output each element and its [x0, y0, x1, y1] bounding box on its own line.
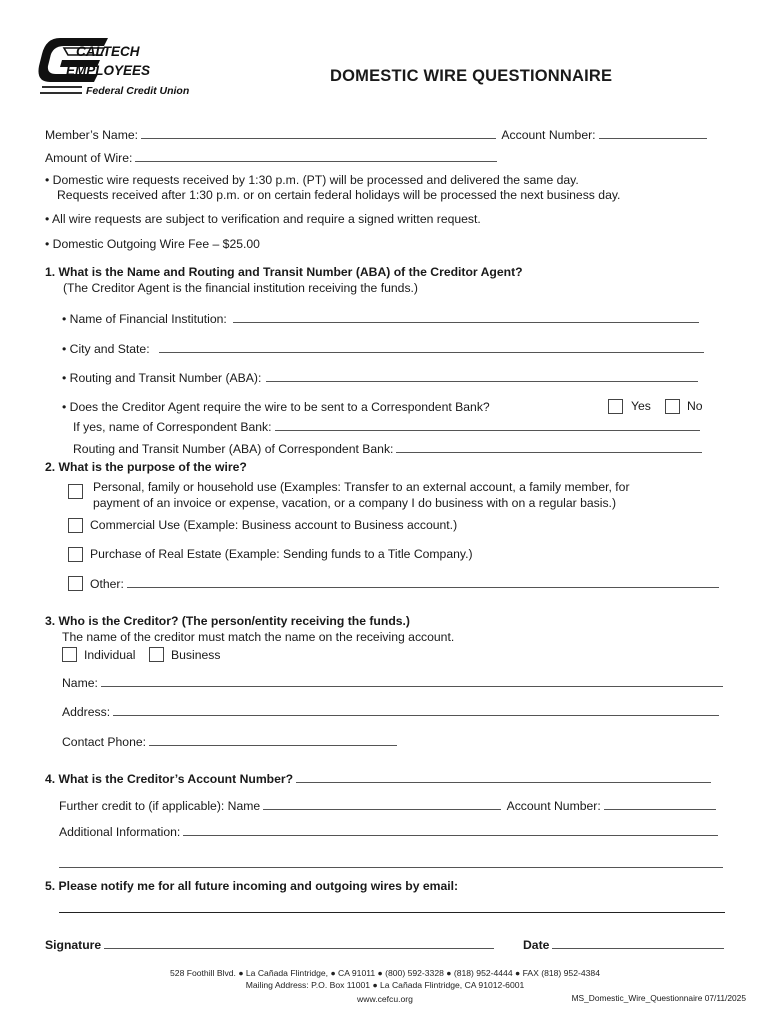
commercial-use-label: Commercial Use (Example: Business account to Business account.) [90, 518, 458, 532]
bullet-processing: • Domestic wire requests received by 1:30 p.m. (PT) will be processed and delivered the same day. [45, 173, 579, 187]
q3-title: 3. Who is the Creditor? (The person/entity receiving the funds.) [45, 614, 410, 628]
email-field[interactable] [59, 912, 725, 913]
individual-checkbox[interactable] [62, 647, 77, 662]
creditor-address-field[interactable] [113, 704, 719, 716]
form-id: MS_Domestic_Wire_Questionnaire 07/11/2025 [571, 993, 746, 1003]
date-field[interactable] [552, 937, 724, 949]
yes-checkbox[interactable] [608, 399, 623, 414]
date-row [523, 937, 724, 952]
further-credit-name-field[interactable] [263, 798, 501, 810]
additional-info-row [59, 824, 718, 839]
creditor-address-label: Address: [62, 705, 111, 719]
routing-label: • Routing and Transit Number (ABA): [62, 371, 262, 385]
q3-subtitle: The name of the creditor must match the name on the receiving account. [62, 630, 455, 644]
corr-name-row [73, 419, 700, 434]
q5-title: 5. Please notify me for all future incoming and outgoing wires by email: [45, 879, 459, 893]
commercial-use-checkbox[interactable] [68, 518, 83, 533]
corr-name-field[interactable] [275, 419, 700, 431]
further-account-field[interactable] [604, 798, 716, 810]
business-label: Business [171, 648, 221, 662]
creditor-name-field[interactable] [101, 675, 723, 687]
amount-field[interactable] [135, 150, 497, 162]
page-title: DOMESTIC WIRE QUESTIONNAIRE [330, 67, 613, 85]
bullet-verification: • All wire requests are subject to verification and require a signed written request. [45, 212, 481, 226]
fi-name-field[interactable] [233, 311, 699, 323]
personal-use-label-cont: payment of an invoice or expense, vacation, or a company I do business with on a regular basis.) [93, 496, 616, 510]
q4-row [45, 771, 711, 786]
business-checkbox[interactable] [149, 647, 164, 662]
further-credit-row [59, 798, 716, 813]
footer-website[interactable]: www.cefcu.org [357, 994, 413, 1004]
correspondent-question: • Does the Creditor Agent require the wire to be sent to a Correspondent Bank? [62, 400, 490, 414]
additional-info-field[interactable] [183, 824, 718, 836]
other-label: Other: [90, 577, 124, 591]
city-state-field[interactable] [159, 341, 704, 353]
contact-phone-row [62, 734, 397, 749]
corr-routing-field[interactable] [396, 441, 702, 453]
corr-routing-label: Routing and Transit Number (ABA) of Correspondent Bank: [73, 442, 394, 456]
creditor-name-label: Name: [62, 676, 98, 690]
member-name-field[interactable] [141, 127, 496, 139]
account-number-label: Account Number: [501, 128, 596, 142]
real-estate-label: Purchase of Real Estate (Example: Sending funds to a Title Company.) [90, 547, 473, 561]
routing-row [62, 370, 698, 385]
fi-name-label: • Name of Financial Institution: [62, 312, 227, 326]
personal-use-label: Personal, family or household use (Examples: Transfer to an external account, a family member, for [93, 480, 630, 494]
yes-label: Yes [631, 399, 651, 413]
svg-text:CALTECH: CALTECH [76, 44, 140, 59]
account-number-field[interactable] [599, 127, 707, 139]
routing-field[interactable] [266, 370, 698, 382]
contact-phone-label: Contact Phone: [62, 735, 147, 749]
bullet-processing-cont: Requests received after 1:30 p.m. or on certain federal holidays will be processed the next business day. [57, 188, 621, 202]
further-credit-label: Further credit to (if applicable): Name [59, 799, 261, 813]
other-checkbox[interactable] [68, 576, 83, 591]
amount-row [45, 150, 497, 165]
other-row [90, 576, 719, 591]
svg-text:Federal Credit Union: Federal Credit Union [86, 85, 190, 97]
creditor-name-row [62, 675, 723, 690]
logo-graphic [38, 36, 228, 100]
city-state-label: • City and State: [62, 342, 150, 356]
additional-info-line2 [59, 856, 723, 871]
no-label: No [687, 399, 703, 413]
no-checkbox[interactable] [665, 399, 680, 414]
corr-routing-row [73, 441, 702, 456]
q2-title: 2. What is the purpose of the wire? [45, 460, 247, 474]
member-name-row [45, 127, 707, 142]
individual-label: Individual [84, 648, 136, 662]
amount-label: Amount of Wire: [45, 151, 133, 165]
signature-field[interactable] [104, 937, 494, 949]
date-label: Date [523, 938, 550, 952]
contact-phone-field[interactable] [149, 734, 397, 746]
additional-info-field-2[interactable] [59, 856, 723, 868]
creditor-address-row [62, 704, 719, 719]
additional-info-label: Additional Information: [59, 825, 181, 839]
signature-row [45, 937, 494, 952]
q1-subtitle: (The Creditor Agent is the financial institution receiving the funds.) [63, 281, 418, 295]
q4-title: 4. What is the Creditor’s Account Number? [45, 772, 294, 786]
fi-name-row [62, 311, 699, 326]
further-account-label: Account Number: [506, 799, 601, 813]
personal-use-checkbox[interactable] [68, 484, 83, 499]
footer-address: 528 Foothill Blvd. ● La Cañada Flintridge, ● CA 91011 ● (800) 592-3328 ● (818) 952-4444 ● FAX (818) 952-4384 [170, 968, 600, 978]
real-estate-checkbox[interactable] [68, 547, 83, 562]
other-field[interactable] [127, 576, 719, 588]
city-state-row [62, 341, 704, 356]
footer-mailing: Mailing Address: P.O. Box 11001 ● La Cañada Flintridge, CA 91012-6001 [245, 980, 525, 990]
q1-title: 1. What is the Name and Routing and Transit Number (ABA) of the Creditor Agent? [45, 265, 523, 279]
member-name-label: Member’s Name: [45, 128, 139, 142]
bullet-fee: • Domestic Outgoing Wire Fee – $25.00 [45, 237, 260, 251]
creditor-account-field[interactable] [296, 771, 711, 783]
signature-label: Signature [45, 938, 102, 952]
corr-name-label: If yes, name of Correspondent Bank: [73, 420, 272, 434]
caltech-employees-logo [38, 36, 228, 100]
svg-text:EMPLOYEES: EMPLOYEES [66, 63, 151, 78]
